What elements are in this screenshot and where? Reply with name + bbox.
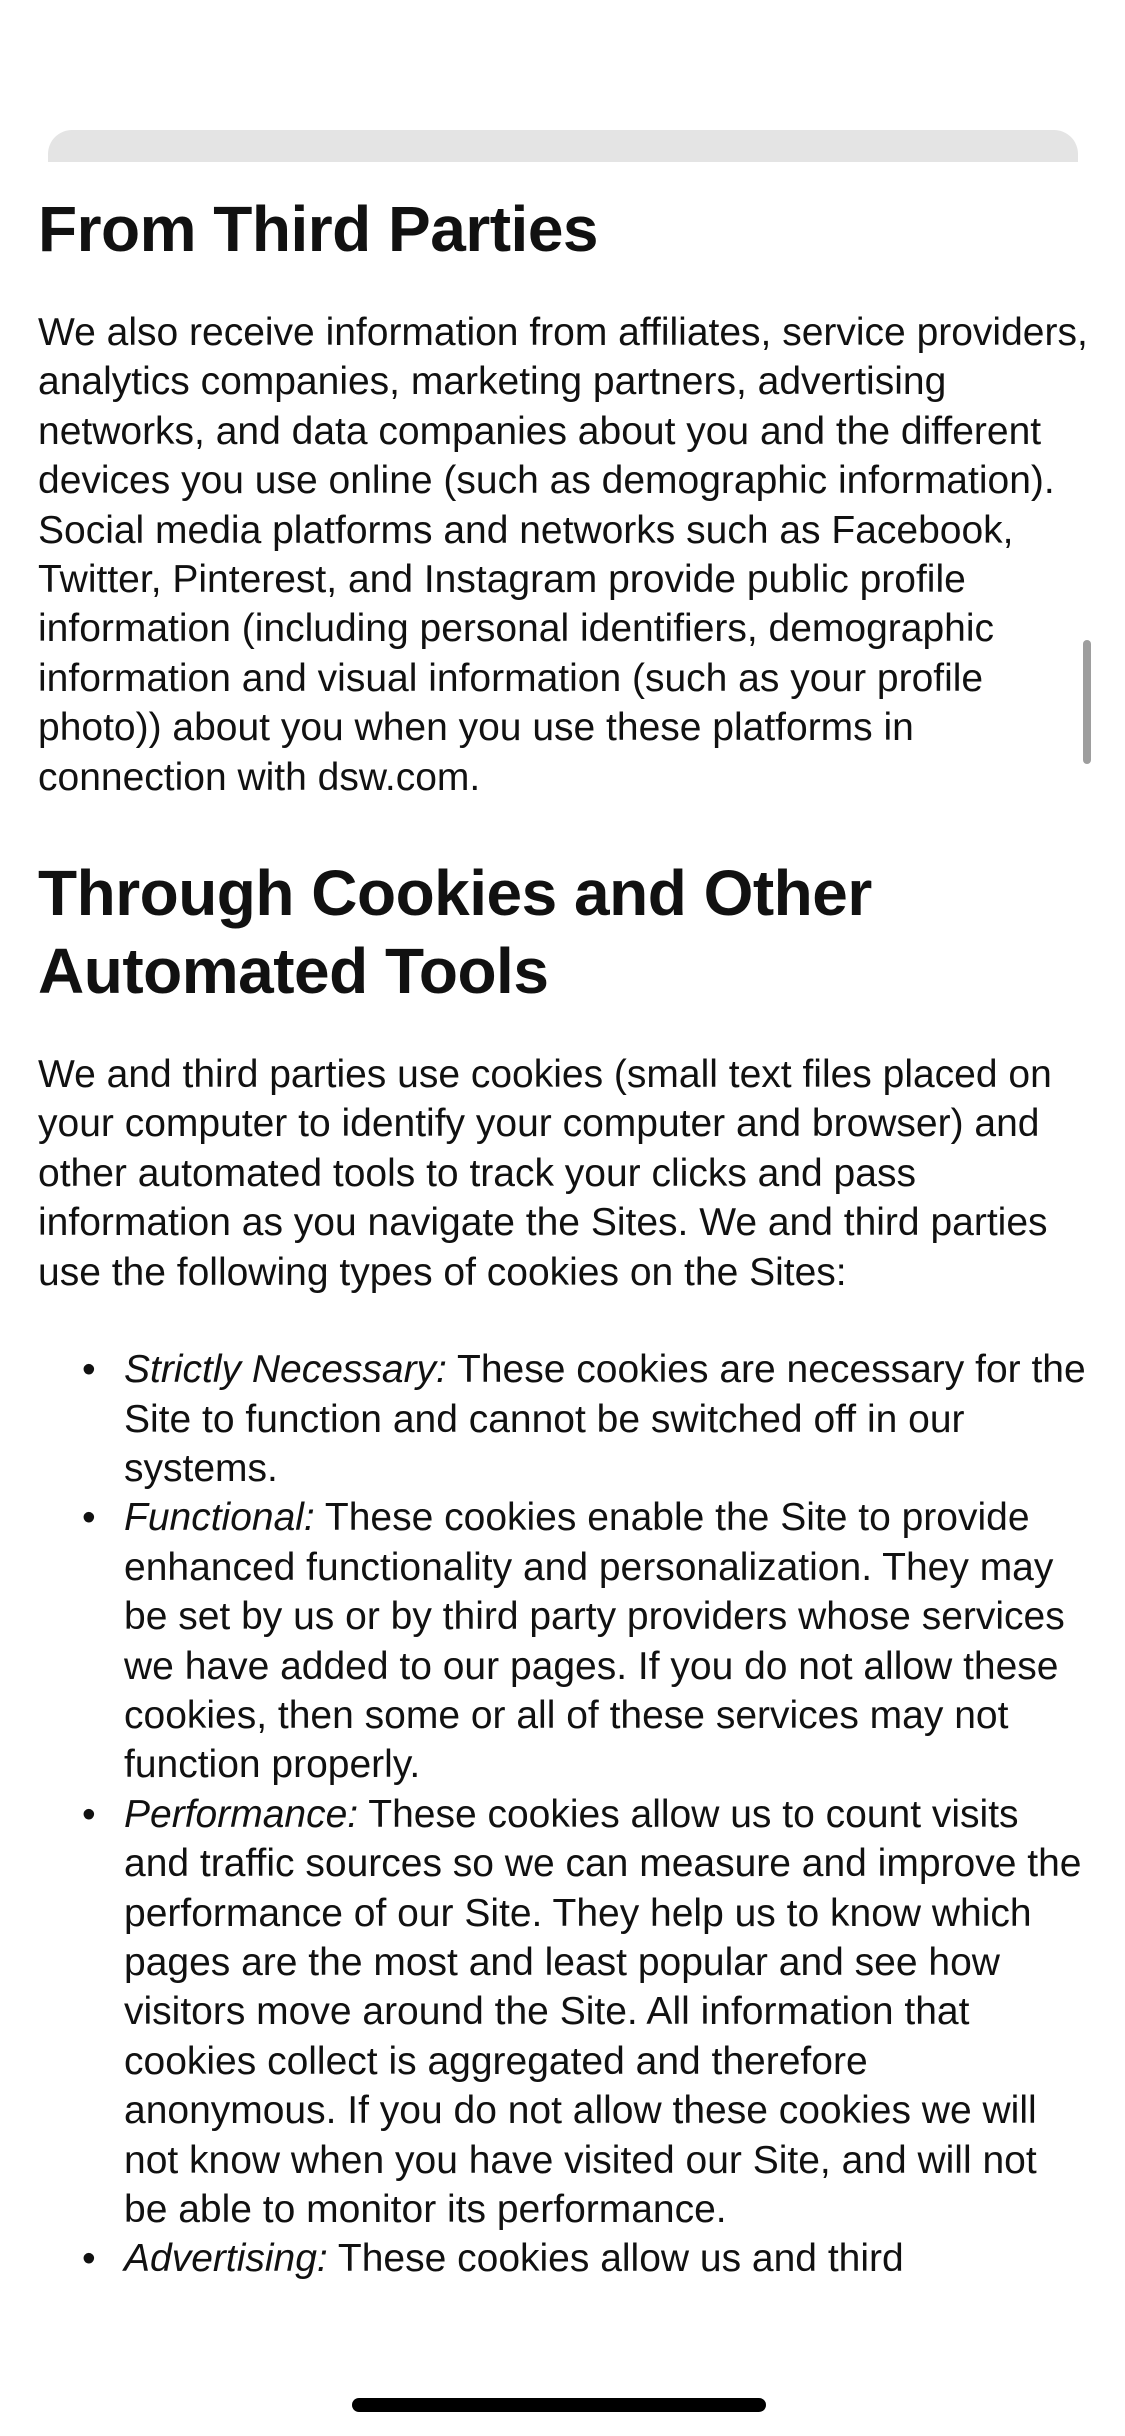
cookie-type-term: Functional: — [124, 1496, 315, 1540]
section-paragraph-cookies: We and third parties use cookies (small text files placed on your computer to identify your computer and browser) and other automated tools to track your clicks and pass information as you navigate the Sites. We and third parties use the following types of cookies on the Sites: — [38, 1053, 1052, 1294]
section-heading-third-parties: From Third Parties — [38, 193, 598, 265]
cookie-type-description: These cookies enable the Site to provide enhanced functionality and personalization. They may be set by us or by third party providers whose services we have added to our pages. If you do not allow these cookies, then some or all of these services may not function properly. — [124, 1496, 1065, 1787]
section-paragraph-third-parties: We also receive information from affiliates, service providers, analytics companies, marketing partners, advertising networks, and data companies about you and the different devices you use online (such as demographic information). Social media platforms and networks such as Facebook, Twitter, Pinterest, and Instagram provide public profile information (including personal identifiers, demographic information and visual information (such as your profile photo)) about you when you use these platforms in connection with dsw.com. — [38, 311, 1088, 799]
scrollbar-thumb[interactable] — [1083, 640, 1091, 764]
bullet-glyph: • — [82, 1496, 96, 1540]
cookie-type-term: Strictly Necessary: — [124, 1348, 447, 1392]
list-item-functional — [82, 1493, 1088, 1789]
cookie-type-description: These cookies allow us and third — [327, 2237, 904, 2281]
list-item-advertising — [82, 2234, 1088, 2283]
cookie-type-term: Performance: — [124, 1792, 359, 1836]
section-heading-cookies: Through Cookies and Other Automated Tools — [38, 857, 872, 1008]
bullet-glyph: • — [82, 2237, 96, 2281]
bullet-glyph: • — [82, 1348, 96, 1392]
privacy-policy-content — [38, 170, 1088, 2284]
sheet-header-bar — [48, 130, 1078, 162]
home-indicator[interactable] — [352, 2398, 766, 2412]
cookie-types-list — [38, 1345, 1088, 2284]
cookie-type-description: These cookies allow us to count visits and traffic sources so we can measure and improve the performance of our Site. They help us to know which pages are the most and least popular and see how visitors move around the Site. All information that cookies collect is aggregated and therefore anonymous. If you do not allow these cookies we will not know when you have visited our Site, and will not be able to monitor its performance. — [124, 1792, 1082, 2231]
list-item-strictly-necessary — [82, 1345, 1088, 1493]
cookie-type-term: Advertising: — [124, 2237, 328, 2281]
cookie-type-description: These cookies are necessary for the Site to function and cannot be switched off in our systems. — [124, 1348, 1086, 1490]
list-item-performance — [82, 1790, 1088, 2235]
bullet-glyph: • — [82, 1792, 96, 1836]
